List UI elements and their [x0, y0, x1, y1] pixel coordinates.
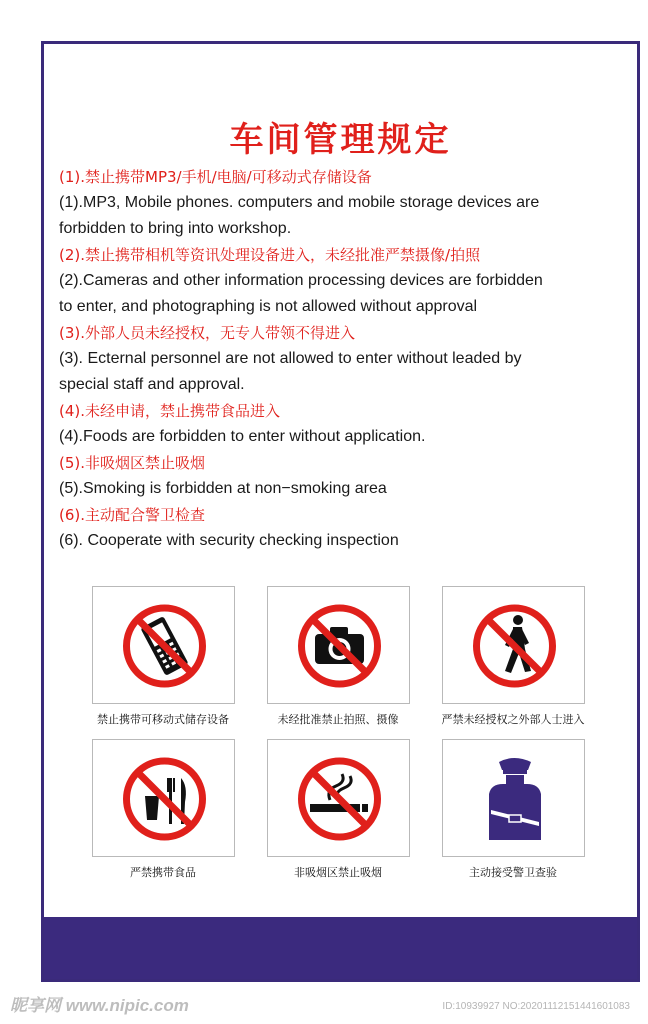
rule-3-cn: (3).外部人员未经授权，无专人带领不得进入 — [59, 324, 356, 342]
rule-3-en-line1: (3). Ecternal personnel are not allowed to enter without leaded by — [59, 350, 522, 367]
rule-5-cn: (5).非吸烟区禁止吸烟 — [59, 454, 206, 472]
no-camera-icon — [268, 587, 411, 705]
rule-1-en-line1: (1).MP3, Mobile phones. computers and mobile storage devices are — [59, 194, 540, 211]
rule-5-en: (5).Smoking is forbidden at non−smoking area — [59, 480, 387, 497]
caption-security-guard: 主动接受警卫查验 — [469, 866, 557, 879]
rule-6-en: (6). Cooperate with security checking inspection — [59, 532, 399, 549]
no-food-icon — [93, 740, 236, 858]
watermark-logo: 昵享网 www.nipic.com — [10, 996, 189, 1015]
rule-4-en: (4).Foods are forbidden to enter without application. — [59, 428, 426, 445]
caption-no-smoking: 非吸烟区禁止吸烟 — [294, 866, 382, 879]
sign-card-no-smoking — [267, 739, 410, 857]
sign-card-no-entry — [442, 586, 585, 704]
sign-card-no-food — [92, 739, 235, 857]
no-smoking-icon — [268, 740, 411, 858]
rule-2-en-line2: to enter, and photographing is not allowed without approval — [59, 298, 478, 315]
sign-card-security-guard — [442, 739, 585, 857]
caption-no-food: 严禁携带食品 — [130, 866, 196, 879]
caption-no-camera: 未经批准禁止拍照、摄像 — [277, 713, 399, 726]
caption-no-mobile-phone: 禁止携带可移动式储存设备 — [97, 713, 229, 726]
caption-no-entry: 严禁未经授权之外部人士进入 — [441, 713, 585, 726]
rules-list — [59, 164, 629, 554]
rule-4-cn: (4).未经申请，禁止携带食品进入 — [59, 402, 281, 420]
watermark-id: ID:10939927 NO:20201112151441601083 — [442, 1001, 630, 1012]
regulation-poster — [41, 41, 640, 982]
no-mobile-phone-icon — [93, 587, 236, 705]
footer-bar — [44, 917, 637, 979]
security-guard-icon — [443, 740, 586, 858]
rule-1-en-line2: forbidden to bring into workshop. — [59, 220, 292, 237]
poster-title: 车间管理规定 — [229, 120, 452, 160]
rule-2-en-line1: (2).Cameras and other information processing devices are forbidden — [59, 272, 543, 289]
no-pedestrian-entry-icon — [443, 587, 586, 705]
rule-2-cn: (2).禁止携带相机等资讯处理设备进入，未经批准严禁摄像/拍照 — [59, 246, 481, 264]
sign-card-no-camera — [267, 586, 410, 704]
sign-card-no-mobile-phone — [92, 586, 235, 704]
rule-6-cn: (6).主动配合警卫检查 — [59, 506, 206, 524]
rule-1-cn: (1).禁止携带MP3/手机/电脑/可移动式存储设备 — [59, 168, 372, 186]
rule-3-en-line2: special staff and approval. — [59, 376, 245, 393]
